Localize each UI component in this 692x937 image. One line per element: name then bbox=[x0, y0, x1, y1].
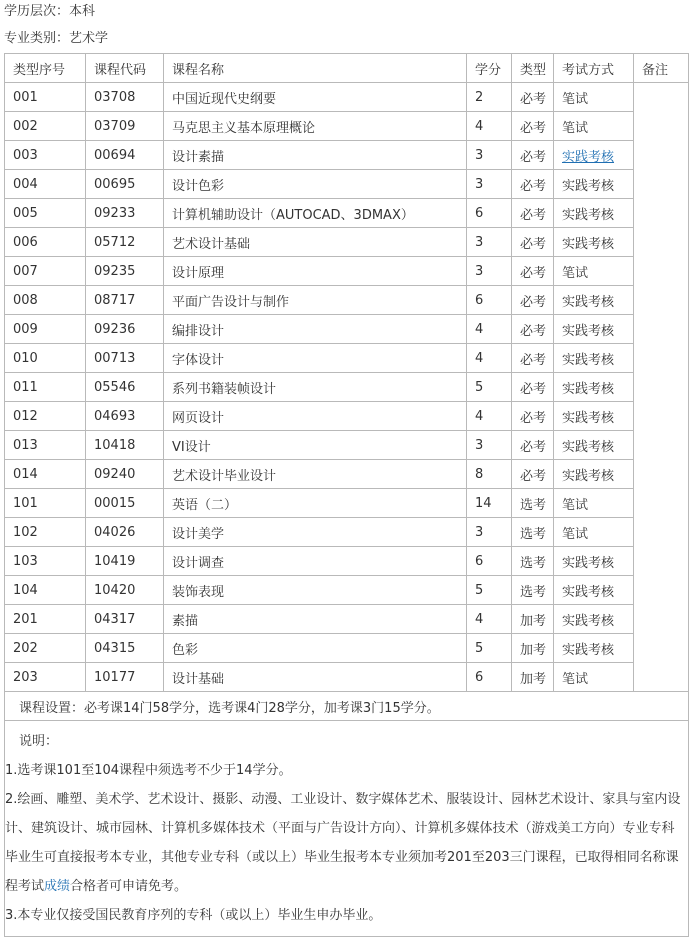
note-2-text: 2.绘画、雕塑、美术学、艺术设计、摄影、动漫、工业设计、数字媒体艺术、服装设计、园林艺术设计、家具与室内设计、建筑设计、城市园林、计算机多媒体技术（平面与广告设计方向）、计算机多媒体技术（游戏美工方向）专业专科毕业生可直接报考本专业，其他专业专科（或以上）毕业生报考本专业须加考201至203三门课程，已取得相同名称课程考试 bbox=[5, 792, 681, 894]
notes-cell bbox=[5, 721, 689, 937]
cell-name: 系列书籍装帧设计 bbox=[164, 373, 467, 402]
cell-exam: 笔试 bbox=[554, 257, 634, 286]
course-summary: 课程设置：必考课14门58学分，选考课4门28学分，加考课3门15学分。 bbox=[5, 692, 689, 721]
table-row bbox=[5, 373, 689, 402]
cell-credit: 6 bbox=[467, 199, 512, 228]
cell-code: 05546 bbox=[86, 373, 164, 402]
table-row bbox=[5, 228, 689, 257]
cell-credit: 6 bbox=[467, 663, 512, 692]
cell-type: 选考 bbox=[512, 518, 554, 547]
cell-type: 必考 bbox=[512, 431, 554, 460]
cell-name: 字体设计 bbox=[164, 344, 467, 373]
cell-credit: 5 bbox=[467, 634, 512, 663]
cell-code: 00695 bbox=[86, 170, 164, 199]
cell-type: 必考 bbox=[512, 402, 554, 431]
cell-credit: 3 bbox=[467, 257, 512, 286]
cell-code: 00713 bbox=[86, 344, 164, 373]
cell-exam: 笔试 bbox=[554, 83, 634, 112]
table-row bbox=[5, 257, 689, 286]
note-2 bbox=[5, 785, 684, 901]
table-row bbox=[5, 83, 689, 112]
cell-name: 设计色彩 bbox=[164, 170, 467, 199]
cell-code: 03708 bbox=[86, 83, 164, 112]
cell-seq: 013 bbox=[5, 431, 86, 460]
cell-exam: 实践考核 bbox=[554, 605, 634, 634]
cell-code: 10420 bbox=[86, 576, 164, 605]
table-row bbox=[5, 344, 689, 373]
cell-credit: 4 bbox=[467, 112, 512, 141]
cell-name: 艺术设计基础 bbox=[164, 228, 467, 257]
cell-type: 必考 bbox=[512, 170, 554, 199]
cell-seq: 005 bbox=[5, 199, 86, 228]
cell-code: 09235 bbox=[86, 257, 164, 286]
major-category: 专业类别：艺术学 bbox=[4, 31, 109, 46]
table-row bbox=[5, 576, 689, 605]
cell-credit: 8 bbox=[467, 460, 512, 489]
cell-name: 网页设计 bbox=[164, 402, 467, 431]
table-row bbox=[5, 460, 689, 489]
cell-type: 必考 bbox=[512, 228, 554, 257]
cell-name: 设计调查 bbox=[164, 547, 467, 576]
cell-seq: 102 bbox=[5, 518, 86, 547]
cell-name: 设计原理 bbox=[164, 257, 467, 286]
table-row bbox=[5, 199, 689, 228]
cell-name: 马克思主义基本原理概论 bbox=[164, 112, 467, 141]
cell-type: 必考 bbox=[512, 286, 554, 315]
exam-method-link[interactable]: 实践考核 bbox=[562, 149, 615, 165]
cell-exam: 笔试 bbox=[554, 112, 634, 141]
cell-code: 09233 bbox=[86, 199, 164, 228]
cell-exam: 实践考核 bbox=[554, 373, 634, 402]
cell-code: 10177 bbox=[86, 663, 164, 692]
cell-code: 10419 bbox=[86, 547, 164, 576]
table-row bbox=[5, 605, 689, 634]
cell-code: 08717 bbox=[86, 286, 164, 315]
cell-type: 加考 bbox=[512, 634, 554, 663]
cell-seq: 003 bbox=[5, 141, 86, 170]
cell-name: 艺术设计毕业设计 bbox=[164, 460, 467, 489]
cell-type: 必考 bbox=[512, 460, 554, 489]
cell-exam: 笔试 bbox=[554, 663, 634, 692]
cell-seq: 009 bbox=[5, 315, 86, 344]
cell-type: 选考 bbox=[512, 547, 554, 576]
cell-exam: 笔试 bbox=[554, 518, 634, 547]
cell-seq: 002 bbox=[5, 112, 86, 141]
cell-exam bbox=[554, 141, 634, 170]
table-row bbox=[5, 547, 689, 576]
note-1: 1.选考课101至104课程中须选考不少于14学分。 bbox=[5, 763, 292, 778]
cell-type: 选考 bbox=[512, 576, 554, 605]
cell-seq: 004 bbox=[5, 170, 86, 199]
cell-name: VI设计 bbox=[164, 431, 467, 460]
cell-exam: 实践考核 bbox=[554, 634, 634, 663]
cell-seq: 104 bbox=[5, 576, 86, 605]
cell-seq: 103 bbox=[5, 547, 86, 576]
cell-exam: 实践考核 bbox=[554, 228, 634, 257]
cell-seq: 010 bbox=[5, 344, 86, 373]
cell-name: 平面广告设计与制作 bbox=[164, 286, 467, 315]
table-row bbox=[5, 431, 689, 460]
cell-name: 色彩 bbox=[164, 634, 467, 663]
cell-type: 必考 bbox=[512, 344, 554, 373]
cell-type: 必考 bbox=[512, 112, 554, 141]
cell-exam: 笔试 bbox=[554, 489, 634, 518]
cell-name: 计算机辅助设计（AUTOCAD、3DMAX） bbox=[164, 199, 467, 228]
table-row bbox=[5, 518, 689, 547]
cell-credit: 3 bbox=[467, 518, 512, 547]
table-row bbox=[5, 489, 689, 518]
cell-code: 04315 bbox=[86, 634, 164, 663]
cell-credit: 2 bbox=[467, 83, 512, 112]
cell-credit: 4 bbox=[467, 315, 512, 344]
cell-seq: 203 bbox=[5, 663, 86, 692]
cell-exam: 实践考核 bbox=[554, 460, 634, 489]
header-credit: 学分 bbox=[467, 54, 512, 83]
table-row bbox=[5, 315, 689, 344]
cell-seq: 202 bbox=[5, 634, 86, 663]
header-code: 课程代码 bbox=[86, 54, 164, 83]
cell-code: 03709 bbox=[86, 112, 164, 141]
cell-exam: 实践考核 bbox=[554, 344, 634, 373]
cell-code: 00694 bbox=[86, 141, 164, 170]
cell-code: 00015 bbox=[86, 489, 164, 518]
cell-name: 设计基础 bbox=[164, 663, 467, 692]
cell-name: 编排设计 bbox=[164, 315, 467, 344]
cell-type: 必考 bbox=[512, 257, 554, 286]
cell-seq: 011 bbox=[5, 373, 86, 402]
cell-type: 加考 bbox=[512, 605, 554, 634]
cell-type: 必考 bbox=[512, 199, 554, 228]
cell-type: 必考 bbox=[512, 141, 554, 170]
cell-credit: 5 bbox=[467, 576, 512, 605]
cell-code: 05712 bbox=[86, 228, 164, 257]
cell-remark bbox=[634, 83, 689, 692]
cell-type: 加考 bbox=[512, 663, 554, 692]
cell-code: 10418 bbox=[86, 431, 164, 460]
cell-exam: 实践考核 bbox=[554, 286, 634, 315]
cell-name: 装饰表现 bbox=[164, 576, 467, 605]
course-table bbox=[4, 53, 689, 937]
cell-seq: 014 bbox=[5, 460, 86, 489]
cell-name: 中国近现代史纲要 bbox=[164, 83, 467, 112]
cell-name: 设计素描 bbox=[164, 141, 467, 170]
table-row bbox=[5, 634, 689, 663]
table-row bbox=[5, 286, 689, 315]
cell-name: 素描 bbox=[164, 605, 467, 634]
cell-exam: 实践考核 bbox=[554, 402, 634, 431]
notes-row bbox=[5, 721, 689, 937]
cell-type: 必考 bbox=[512, 83, 554, 112]
cell-code: 09236 bbox=[86, 315, 164, 344]
cell-type: 必考 bbox=[512, 373, 554, 402]
summary-row bbox=[5, 692, 689, 721]
cell-credit: 3 bbox=[467, 228, 512, 257]
cell-exam: 实践考核 bbox=[554, 431, 634, 460]
cell-name: 英语（二） bbox=[164, 489, 467, 518]
cell-code: 04317 bbox=[86, 605, 164, 634]
score-link[interactable]: 成绩 bbox=[44, 879, 71, 894]
cell-code: 09240 bbox=[86, 460, 164, 489]
cell-seq: 201 bbox=[5, 605, 86, 634]
cell-code: 04693 bbox=[86, 402, 164, 431]
cell-name: 设计美学 bbox=[164, 518, 467, 547]
cell-exam: 实践考核 bbox=[554, 199, 634, 228]
header-seq: 类型序号 bbox=[5, 54, 86, 83]
cell-credit: 4 bbox=[467, 402, 512, 431]
cell-seq: 101 bbox=[5, 489, 86, 518]
cell-credit: 5 bbox=[467, 373, 512, 402]
cell-exam: 实践考核 bbox=[554, 576, 634, 605]
cell-seq: 007 bbox=[5, 257, 86, 286]
cell-credit: 4 bbox=[467, 605, 512, 634]
cell-exam: 实践考核 bbox=[554, 170, 634, 199]
table-row bbox=[5, 112, 689, 141]
header-exam: 考试方式 bbox=[554, 54, 634, 83]
cell-credit: 3 bbox=[467, 431, 512, 460]
cell-code: 04026 bbox=[86, 518, 164, 547]
table-row bbox=[5, 141, 689, 170]
cell-seq: 006 bbox=[5, 228, 86, 257]
header-remark: 备注 bbox=[634, 54, 689, 83]
note-2-tail: 合格者可申请免考。 bbox=[70, 879, 188, 894]
cell-seq: 008 bbox=[5, 286, 86, 315]
cell-seq: 012 bbox=[5, 402, 86, 431]
cell-type: 选考 bbox=[512, 489, 554, 518]
cell-credit: 6 bbox=[467, 286, 512, 315]
table-row bbox=[5, 402, 689, 431]
cell-credit: 4 bbox=[467, 344, 512, 373]
header-type: 类型 bbox=[512, 54, 554, 83]
note-3: 3.本专业仅接受国民教育序列的专科（或以上）毕业生申办毕业。 bbox=[5, 908, 382, 923]
cell-type: 必考 bbox=[512, 315, 554, 344]
cell-credit: 6 bbox=[467, 547, 512, 576]
cell-exam: 实践考核 bbox=[554, 547, 634, 576]
cell-credit: 14 bbox=[467, 489, 512, 518]
cell-exam: 实践考核 bbox=[554, 315, 634, 344]
table-header-row bbox=[5, 54, 689, 83]
notes-title: 说明： bbox=[19, 734, 59, 749]
header-name: 课程名称 bbox=[164, 54, 467, 83]
education-level: 学历层次：本科 bbox=[4, 4, 96, 19]
cell-seq: 001 bbox=[5, 83, 86, 112]
table-row bbox=[5, 663, 689, 692]
cell-credit: 3 bbox=[467, 170, 512, 199]
cell-credit: 3 bbox=[467, 141, 512, 170]
table-row bbox=[5, 170, 689, 199]
